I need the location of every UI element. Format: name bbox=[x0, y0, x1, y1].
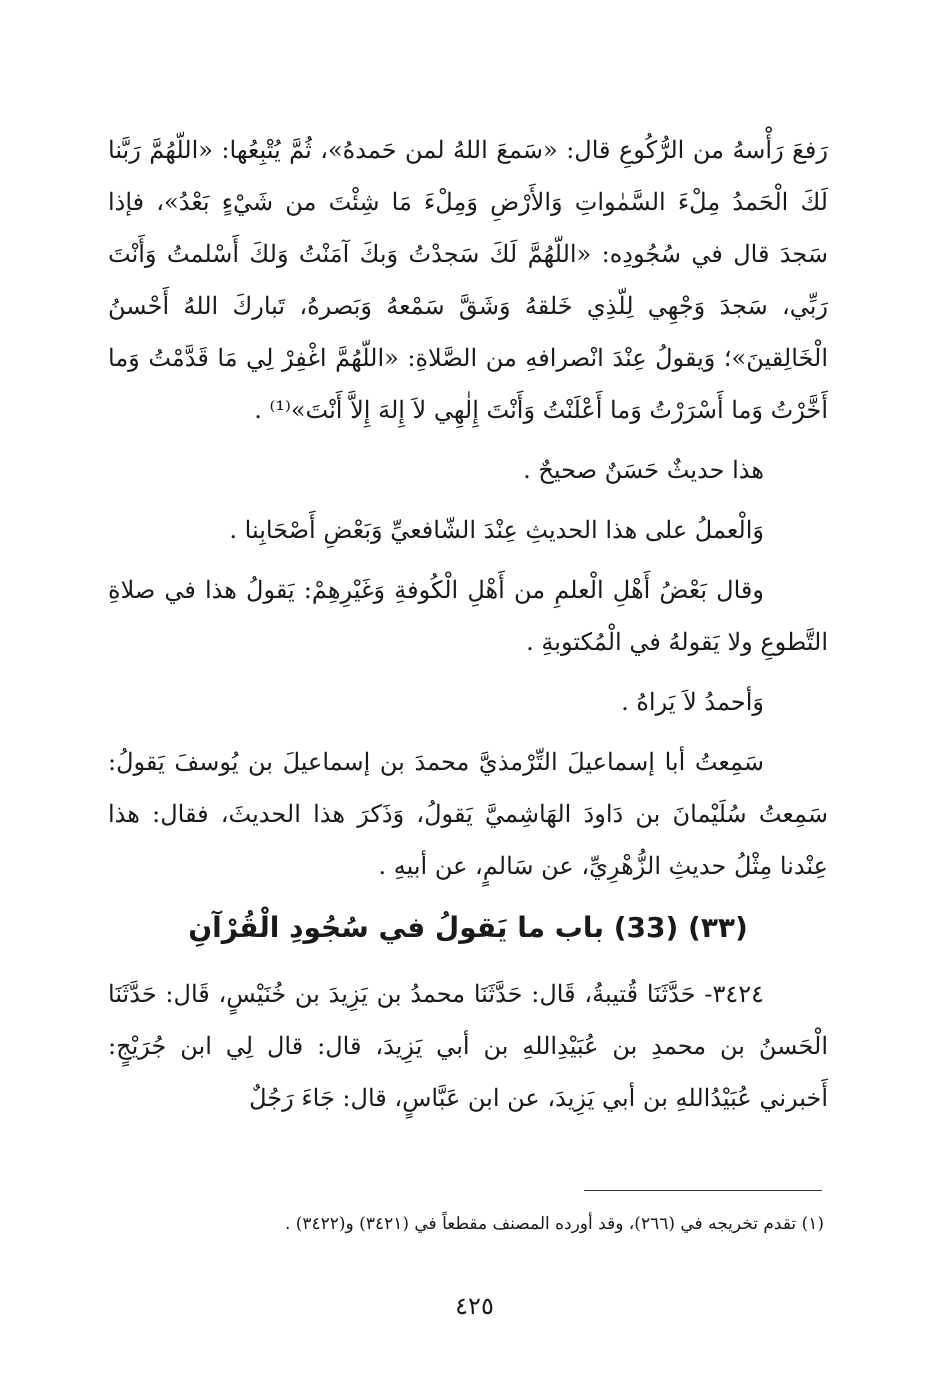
paragraph-ahmad-opinion: وَأحمدُ لاَ يَراهُ . bbox=[621, 688, 764, 716]
footnote: (١) تقدم تخريجه في (٢٦٦)، وقد أورده المصنف مقطعاً في (٣٤٢١) و(٣٤٢٢) . bbox=[284, 1214, 824, 1234]
main-text bbox=[108, 124, 828, 1124]
page-number: ٤٢٥ bbox=[455, 1292, 494, 1320]
paragraph-hadith-grade: هذا حديثٌ حَسَنٌ صحيحٌ . bbox=[523, 456, 764, 484]
footnote-divider bbox=[584, 1190, 822, 1191]
paragraph-practice: وَالْعملُ على هذا الحديثِ عِنْدَ الشّافعيِّ وَبَعْضِ أَصْحَابِنا . bbox=[229, 516, 764, 544]
paragraph-prayer-text: رَفعَ رَأْسهُ من الرُّكُوعِ قال: «سَمعَ اللهُ لمن حَمدهُ»، ثُمَّ يُتْبِعُها: «اللّهُمَّ رَبَّنا لَكَ الْحَمدُ مِلْءَ السَّمٰواتِ وَالأَرْضِ وَمِلْءَ مَا شِئْتَ من شَيْءٍ بَعْدُ»، فإذا سَجدَ قال في سُجُودِه: «اللّهُمَّ لَكَ سَجدْتُ وَبكَ آمَنْتُ وَلكَ أَسْلمتُ وَأَنْتَ رَبِّي، سَجدَ وَجْهِي لِلّذِي خَلقهُ وَشَقَّ سَمْعهُ وَبَصرهُ، تَباركَ اللهُ أَحْسنُ الْخَالِقينَ»؛ وَيقولُ عِنْدَ انْصرافهِ من الصَّلاةِ: «اللّهُمَّ اغْفِرْ لِي مَا قَدَّمْتُ وَما أَخَّرْتُ وَما أَسْرَرْتُ وَما أَعْلَنْتُ وَأَنْتَ إِلٰهِي لاَ إِلهَ إِلاَّ أَنْتَ»⁽¹⁾ . bbox=[108, 136, 828, 424]
paragraph-hadith-3424: ٣٤٢٤- حَدَّثَنَا قُتيبةُ، قَال: حَدَّثَنَا محمدُ بن يَزِيدَ بن خُنَيْسٍ، قَال: حَدَّثَنَا الْحَسنُ بن محمدِ بن عُبَيْدِاللهِ بن أبي يَزِيدَ، قال: قال لِي ابن جُرَيْجٍ: أَخبرني عُبَيْدُاللهِ بن أبي يَزِيدَ، عن ابن عَبَّاسٍ، قال: جَاءَ رَجُلٌ bbox=[108, 980, 828, 1112]
paragraph-kufa-opinion: وقال بَعْضُ أَهْلِ الْعلمِ من أَهْلِ الْكُوفةِ وَغَيْرِهِمْ: يَقولُ هذا في صلاةِ التَّطوعِ ولا يَقولهُ في الْمُكتوبةِ . bbox=[108, 576, 828, 656]
chapter-heading: (٣٣) (33) باب ما يَقولُ في سُجُودِ الْقُرْآنِ bbox=[188, 911, 748, 944]
paragraph-tirmidhi-narration: سَمِعتُ أبا إسماعيلَ التِّرْمذيَّ محمدَ بن إسماعيلَ بن يُوسفَ يَقولُ: سَمِعتُ سُلَيْمانَ بن دَاودَ الهَاشِميَّ يَقولُ، وَذَكرَ هذا الحديثَ، فقال: هذا عِنْدنا مِثْلُ حديثِ الزُّهْرِيِّ، عن سَالمٍ، عن أبيهِ . bbox=[108, 748, 828, 880]
